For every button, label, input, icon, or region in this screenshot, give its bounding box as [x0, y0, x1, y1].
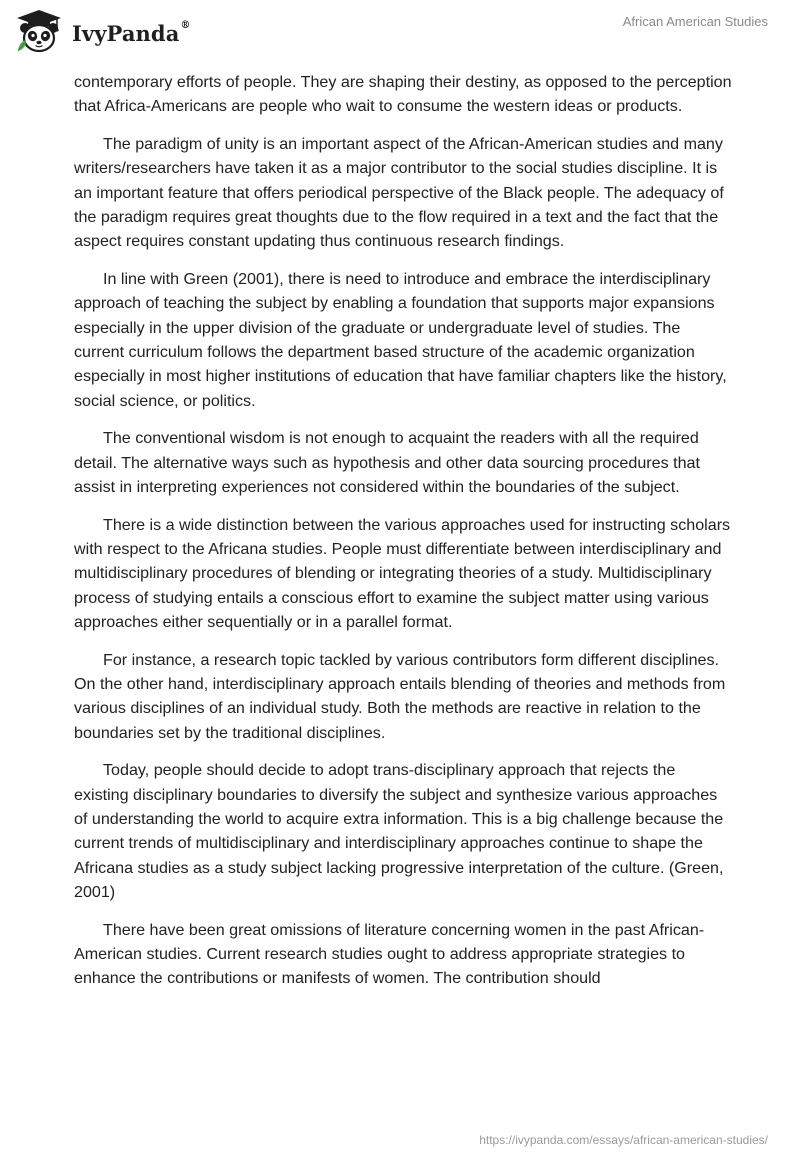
- paragraph: The conventional wisdom is not enough to acquaint the readers with all the required detail. The alternative ways such as hypothesis and other data sourcing procedures that assist in interpreting experiences not considered within the boundaries of the subject.: [74, 429, 700, 497]
- brand-name: IvyPanda®: [72, 19, 191, 46]
- essay-body: [74, 70, 734, 1004]
- registered-mark: ®: [180, 19, 191, 31]
- paragraph: There have been great omissions of literature concerning women in the past African-American studies. Current research studies ought to address appropriate strategies to enhance the contributions or manifests of women. The contribution should: [74, 920, 705, 988]
- paragraph: The paradigm of unity is an important aspect of the African-American studies and many writers/researchers have taken it as a major contributor to the social studies discipline. It is an important feature that offers periodical perspective of the Black people. The adequacy of the paradigm requires great thoughts due to the flow required in a text and the fact that the aspect requires constant updating thus continuous research findings.: [74, 134, 724, 251]
- document-title: African American Studies: [622, 14, 768, 29]
- page-header: [0, 0, 800, 70]
- paragraph: For instance, a research topic tackled by various contributors form different disciplines. On the other hand, interdisciplinary approach entails blending of theories and methods from various disciplines of an individual study. Both the methods are reactive in relation to the boundaries set by the traditional disciplines.: [74, 650, 726, 742]
- paragraph: In line with Green (2001), there is need to introduce and embrace the interdisciplinary approach of teaching the subject by enabling a foundation that supports major expansions especially in the upper division of the graduate or undergraduate level of studies. The current curriculum follows the department based structure of the academic organization especially in most higher institutions of education that have familiar chapters like the history, social science, or politics.: [74, 269, 727, 410]
- paragraph: Today, people should decide to adopt trans-disciplinary approach that rejects the existing disciplinary boundaries to diversify the subject and synthesize various approaches of understanding the world to acquire extra information. This is a big challenge because the current trends of multidisciplinary and interdisciplinary approaches continue to shape the Africana studies as a study subject lacking progressive interpretation of the culture. (Green, 2001): [74, 761, 724, 902]
- panda-graduate-icon: [14, 9, 64, 55]
- paragraph: There is a wide distinction between the various approaches used for instructing scholars with respect to the Africana studies. People must differentiate between interdisciplinary and multidisciplinary procedures of blending or integrating theories of a study. Multidisciplinary process of studying entails a conscious effort to examine the subject matter using various approaches either sequentially or in a parallel format.: [74, 515, 731, 632]
- source-url[interactable]: https://ivypanda.com/essays/african-american-studies/: [479, 1133, 768, 1147]
- paragraph-continued: contemporary efforts of people. They are shaping their destiny, as opposed to the perception that Africa-Americans are people who wait to consume the western ideas or products.: [74, 73, 732, 116]
- ivypanda-logo[interactable]: [14, 9, 191, 55]
